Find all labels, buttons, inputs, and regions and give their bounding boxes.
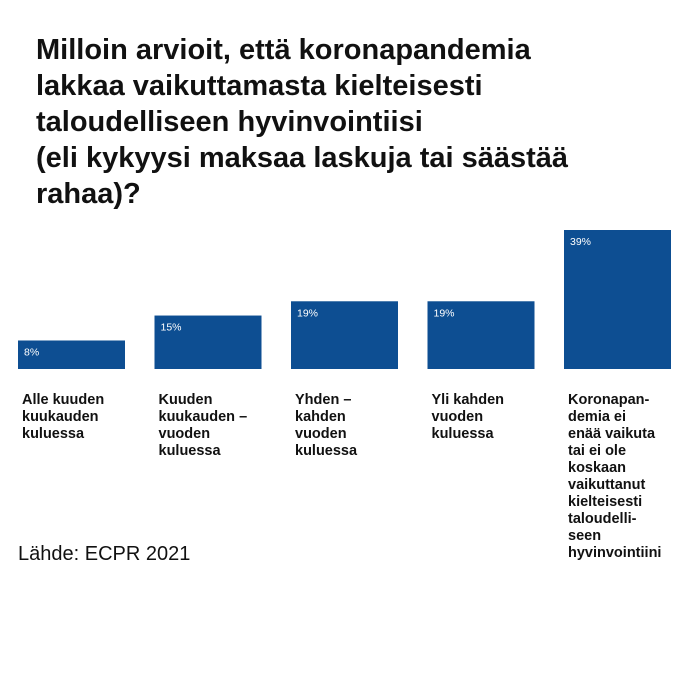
source-note: Lähde: ECPR 2021: [18, 543, 191, 565]
bar-value-label-2: 15%: [160, 321, 182, 334]
bar-5: [564, 230, 671, 369]
bar-value-label-3: 19%: [297, 307, 319, 320]
category-label-4: Yli kahden vuoden kuluessa: [431, 392, 505, 442]
category-label-3: Yhden – kahden vuoden kuluessa: [295, 392, 358, 459]
bars-group: [18, 230, 671, 369]
bar-value-label-4: 19%: [433, 307, 455, 320]
bar-value-label-1: 8%: [24, 346, 40, 359]
bar-value-label-5: 39%: [570, 236, 592, 248]
category-label-1: Alle kuuden kuukauden kuluessa: [22, 392, 105, 442]
chart-title: Milloin arvioit, että koronapandemia lakkaa vaikuttamasta kielteisesti taloudelliseen hyvinvointiisi (eli kykyysi maksaa laskuja tai säästää rahaa)?: [36, 34, 569, 210]
category-label-2: Kuuden kuukauden – vuoden kuluessa: [158, 392, 248, 459]
category-label-5: Koronapan- demia ei enää vaikuta tai ei ole koskaan vaikuttanut kielteisesti taloudelli- seen hyvinvointiini: [568, 392, 662, 561]
